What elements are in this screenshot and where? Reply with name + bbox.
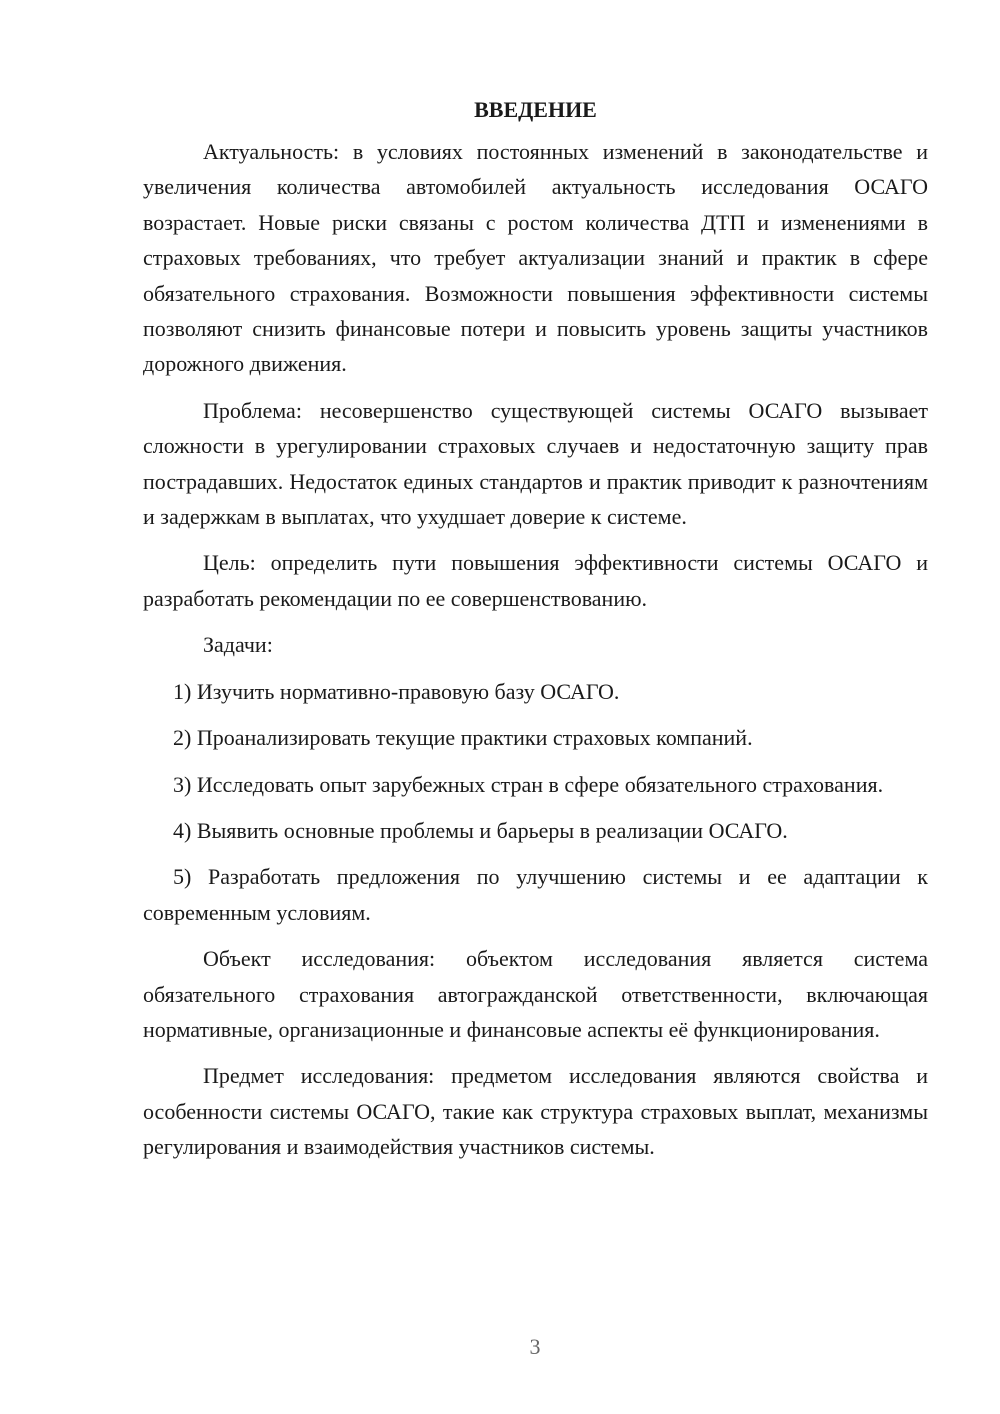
task-item: 4) Выявить основные проблемы и барьеры в реализации ОСАГО. bbox=[173, 817, 788, 843]
tasks-label: Задачи: bbox=[203, 632, 273, 658]
task-item: 5) Разработать предложения по улучшению системы и ее адаптации к современным условиям. bbox=[143, 864, 928, 925]
page-content bbox=[143, 92, 928, 1176]
paragraph-goal: Цель: определить пути повышения эффективности системы ОСАГО и разработать рекомендации по ее совершенствованию. bbox=[143, 550, 928, 611]
page-title: ВВЕДЕНИЕ bbox=[474, 97, 597, 122]
paragraph-problem: Проблема: несовершенство существующей системы ОСАГО вызывает сложности в урегулировании страховых случаев и недостаточную защиту прав пострадавших. Недостаток единых стандартов и практик приводит к разночтениям и задержкам в выплатах, что ухудшает доверие к системе. bbox=[143, 397, 928, 530]
task-item: 2) Проанализировать текущие практики страховых компаний. bbox=[173, 725, 753, 751]
paragraph-object: Объект исследования: объектом исследования является система обязательного страхования автогражданской ответственности, включающая нормативные, организационные и финансовые аспекты её функционирования. bbox=[143, 946, 928, 1042]
task-item: 3) Исследовать опыт зарубежных стран в сфере обязательного страхования. bbox=[173, 771, 884, 797]
paragraph-relevance: Актуальность: в условиях постоянных изменений в законодательстве и увеличения количества автомобилей актуальность исследования ОСАГО возрастает. Новые риски связаны с ростом количества ДТП и изменениями в страховых требованиях, что требует актуализации знаний и практик в сфере обязательного страхования. Возможности повышения эффективности системы позволяют снизить финансовые потери и повысить уровень защиты участников дорожного движения. bbox=[143, 139, 928, 377]
task-item: 1) Изучить нормативно-правовую базу ОСАГО. bbox=[173, 678, 620, 704]
paragraph-subject: Предмет исследования: предметом исследования являются свойства и особенности системы ОСАГО, такие как структура страховых выплат, механизмы регулирования и взаимодействия участников системы. bbox=[143, 1063, 928, 1160]
page-number: 3 bbox=[529, 1334, 541, 1359]
